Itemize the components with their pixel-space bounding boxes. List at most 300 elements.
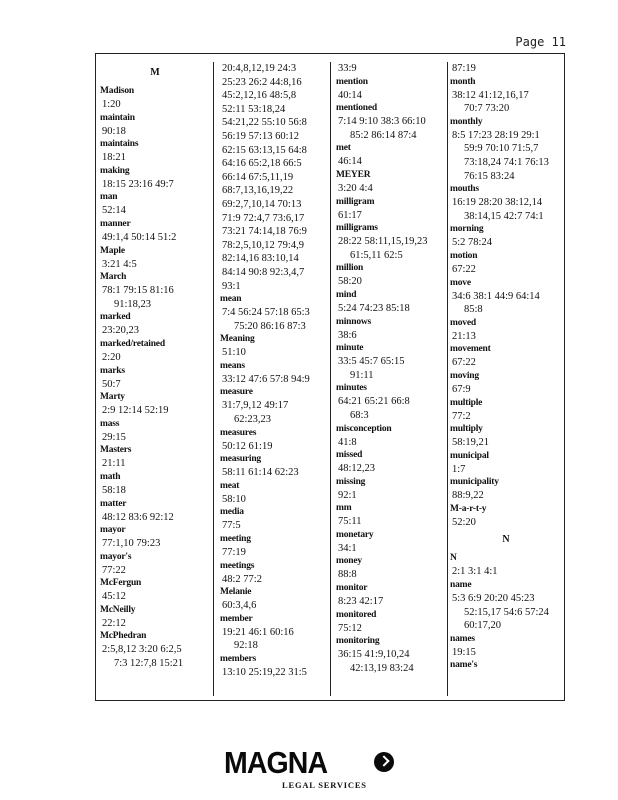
index-term: mouths: [450, 184, 479, 195]
index-entry: [220, 613, 324, 653]
reference-line: 18:15 23:16 49:7: [102, 178, 174, 190]
index-entry: [336, 316, 438, 343]
index-entry: [336, 555, 438, 582]
reference-line: 48:12,23: [338, 463, 376, 475]
reference-line: 5:2 78:24: [452, 237, 492, 249]
reference-line: 70:7 73:20: [464, 103, 510, 115]
reference-line: 31:7,9,12 49:17: [222, 400, 289, 412]
index-term: measure: [220, 387, 253, 398]
reference-line: 85:8: [464, 304, 483, 316]
index-references: [336, 436, 438, 450]
index-entry: [336, 529, 438, 556]
index-references: [450, 592, 562, 633]
reference-line: 52:11 53:18,24: [222, 103, 286, 115]
index-references: [336, 395, 438, 422]
index-references: [220, 546, 324, 560]
reference-line: 73:21 74:14,18 76:9: [222, 226, 307, 238]
index-term: Melanie: [220, 587, 252, 598]
index-references: [100, 484, 210, 498]
index-term: municipality: [450, 477, 499, 488]
reference-line: 21:11: [102, 458, 126, 470]
index-term: means: [220, 360, 245, 371]
index-references: [100, 511, 210, 525]
index-references: [450, 263, 562, 277]
reference-line: 19:21 46:1 60:16: [222, 626, 294, 638]
index-references: [336, 595, 438, 609]
index-term: manner: [100, 218, 131, 229]
index-term: marked/retained: [100, 338, 165, 349]
index-entry: [100, 444, 210, 471]
index-term: mayor's: [100, 551, 132, 562]
index-references: [100, 204, 210, 218]
index-term: M-a-r-t-y: [450, 503, 487, 514]
index-entry: [336, 342, 438, 382]
index-references: [336, 355, 438, 382]
index-entry: [450, 317, 562, 344]
reference-line: 68:3: [350, 409, 369, 421]
index-references: [100, 125, 210, 139]
index-term: mayor: [100, 525, 126, 536]
index-references: [100, 98, 210, 112]
index-entry: [220, 453, 324, 480]
reference-line: 49:1,4 50:14 51:2: [102, 231, 177, 243]
reference-line: 56:19 57:13 60:12: [222, 130, 300, 142]
page-label: Page 11: [515, 35, 566, 49]
reference-line: 8:5 17:23 28:19 29:1: [452, 129, 540, 141]
index-term: milligrams: [336, 223, 378, 234]
index-references: [100, 404, 210, 418]
index-entry: [220, 62, 324, 293]
index-entry: [100, 604, 210, 631]
reference-line: 91:11: [350, 369, 374, 381]
section-letter: N: [502, 534, 510, 546]
index-term: month: [450, 76, 476, 87]
index-entry: [220, 653, 324, 680]
index-references: [220, 62, 324, 293]
index-term: move: [450, 277, 471, 288]
index-term: math: [100, 471, 121, 482]
index-entry: [100, 391, 210, 418]
reference-line: 58:11 61:14 62:23: [222, 467, 299, 479]
index-references: [220, 666, 324, 680]
index-entry: [336, 476, 438, 503]
index-entry: [336, 62, 438, 76]
reference-line: 77:2: [452, 410, 471, 422]
reference-line: 92:18: [234, 640, 258, 652]
index-entry: [336, 449, 438, 476]
index-references: [336, 329, 438, 343]
index-entry: [450, 277, 562, 317]
reference-line: 58:19,21: [452, 437, 490, 449]
index-entry: [100, 498, 210, 525]
index-references: [100, 537, 210, 551]
reference-line: 62:23,23: [234, 414, 272, 426]
reference-line: 5:24 74:23 85:18: [338, 302, 410, 314]
index-references: [450, 410, 562, 424]
index-term: movement: [450, 344, 491, 355]
index-references: [220, 493, 324, 507]
section-letter: M: [150, 67, 160, 78]
index-term: monitored: [336, 609, 377, 620]
index-references: [100, 324, 210, 338]
index-entry: [100, 630, 210, 670]
index-term: maintain: [100, 112, 135, 123]
index-term: meat: [220, 480, 240, 491]
index-term: minute: [336, 343, 364, 354]
index-term: moving: [450, 370, 479, 381]
index-references: [336, 622, 438, 636]
reference-line: 33:12 47:6 57:8 94:9: [222, 373, 310, 385]
index-references: [220, 306, 324, 333]
reference-line: 73:18,24 74:1 76:13: [464, 156, 549, 168]
index-entry: [100, 191, 210, 218]
reference-line: 34:6 38:1 44:9 64:14: [452, 290, 540, 302]
reference-line: 20:4,8,12,19 24:3: [222, 63, 297, 74]
index-references: [450, 463, 562, 477]
index-references: [100, 351, 210, 365]
index-column-2: [220, 62, 324, 696]
index-references: [336, 489, 438, 503]
reference-line: 82:14,16 83:10,14: [222, 253, 299, 265]
reference-line: 64:16 65:2,18 66:5: [222, 158, 302, 170]
index-entry: [100, 85, 210, 112]
reference-line: 77:19: [222, 547, 246, 559]
reference-line: 75:11: [338, 516, 362, 528]
index-entry: [450, 370, 562, 397]
reference-line: 92:1: [338, 489, 357, 501]
index-references: [336, 462, 438, 476]
magna-logo: [224, 746, 396, 794]
index-references: [450, 196, 562, 223]
index-term: mean: [220, 294, 242, 305]
index-entry: [100, 577, 210, 604]
index-references: [220, 440, 324, 454]
reference-line: 48:2 77:2: [222, 573, 262, 585]
reference-line: 77:5: [222, 520, 241, 532]
index-references: [336, 275, 438, 289]
index-references: [336, 89, 438, 103]
index-references: [450, 236, 562, 250]
index-term: money: [336, 556, 362, 567]
index-entry: [450, 76, 562, 116]
reference-line: 93:1: [222, 280, 241, 292]
index-term: met: [336, 143, 351, 154]
index-entry: [336, 262, 438, 289]
reference-line: 2:20: [102, 351, 121, 363]
reference-line: 91:18,23: [114, 298, 152, 310]
index-term: million: [336, 263, 364, 274]
index-references: [100, 617, 210, 631]
logo-subtitle: LEGAL SERVICES: [282, 780, 367, 790]
reference-line: 22:12: [102, 617, 126, 629]
index-term: making: [100, 165, 130, 176]
reference-line: 59:9 70:10 71:5,7: [464, 143, 539, 155]
index-term: March: [100, 272, 127, 283]
reference-line: 69:2,7,10,14 70:13: [222, 198, 302, 210]
index-entry: [336, 289, 438, 316]
reference-line: 19:15: [452, 646, 476, 658]
column-divider: [213, 62, 214, 696]
index-references: [220, 573, 324, 587]
index-term: marks: [100, 365, 125, 376]
index-entry: [336, 222, 438, 262]
index-references: [220, 373, 324, 387]
index-term: morning: [450, 224, 484, 235]
index-references: [450, 290, 562, 317]
reference-line: 78:2,5,10,12 79:4,9: [222, 239, 304, 251]
index-references: [100, 151, 210, 165]
index-entry: [450, 250, 562, 277]
reference-line: 3:21 4:5: [102, 258, 137, 270]
index-references: [100, 643, 210, 670]
index-term: missed: [336, 450, 363, 461]
reference-line: 40:14: [338, 89, 362, 101]
index-term: multiply: [450, 424, 483, 435]
reference-line: 33:5 45:7 65:15: [338, 356, 405, 368]
index-entry: [220, 480, 324, 507]
index-references: [220, 466, 324, 480]
index-term: minnows: [336, 316, 372, 327]
index-references: [450, 62, 562, 76]
index-term: maintains: [100, 139, 139, 150]
index-references: [100, 284, 210, 311]
reference-line: 67:9: [452, 383, 471, 395]
index-references: [100, 564, 210, 578]
index-term: minutes: [336, 383, 367, 394]
index-entry: [450, 659, 562, 672]
index-term: monetary: [336, 529, 374, 540]
reference-line: 2:9 12:14 52:19: [102, 405, 169, 417]
index-references: [100, 378, 210, 392]
reference-line: 1:20: [102, 99, 121, 110]
index-entry: [336, 196, 438, 223]
index-frame: [95, 53, 565, 701]
index-references: [100, 457, 210, 471]
column-divider: [330, 62, 331, 696]
index-entry: [220, 333, 324, 360]
index-entry: [100, 418, 210, 445]
index-term: Maple: [100, 245, 125, 256]
index-entry: [336, 76, 438, 103]
index-term: mm: [336, 503, 352, 514]
index-entry: [450, 423, 562, 450]
reference-line: 50:7: [102, 378, 121, 390]
index-entry: [100, 112, 210, 139]
reference-line: 77:22: [102, 564, 126, 576]
index-references: [336, 515, 438, 529]
index-entry: [100, 165, 210, 192]
index-term: Marty: [100, 392, 125, 403]
index-references: [336, 302, 438, 316]
index-term: Madison: [100, 86, 134, 96]
index-entry: [100, 551, 210, 578]
reference-line: 28:22 58:11,15,19,23: [338, 236, 428, 248]
index-references: [450, 565, 562, 579]
index-term: monitoring: [336, 636, 380, 647]
reference-line: 61:5,11 62:5: [350, 249, 403, 261]
index-references: [336, 182, 438, 196]
index-entry: [220, 427, 324, 454]
index-references: [100, 431, 210, 445]
index-term: Meaning: [220, 334, 255, 345]
reference-line: 62:15 63:13,15 64:8: [222, 144, 307, 156]
index-entry: [336, 382, 438, 422]
index-term: monitor: [336, 583, 368, 594]
index-entry: [220, 293, 324, 333]
index-entry: [100, 271, 210, 311]
index-term: media: [220, 507, 244, 518]
index-term: McNeilly: [100, 604, 136, 615]
reference-line: 58:10: [222, 493, 246, 505]
reference-line: 5:3 6:9 20:20 45:23: [452, 593, 535, 605]
index-term: name's: [450, 660, 478, 671]
reference-line: 52:20: [452, 516, 476, 528]
index-entry: [450, 633, 562, 660]
index-entry: [450, 503, 562, 530]
index-term: meetings: [220, 560, 255, 571]
reference-line: 61:17: [338, 209, 362, 221]
index-references: [450, 330, 562, 344]
reference-line: 25:23 26:2 44:8,16: [222, 76, 302, 88]
index-entry: [336, 142, 438, 169]
reference-line: 85:2 86:14 87:4: [350, 129, 417, 141]
index-entry: [450, 476, 562, 503]
reference-line: 52:14: [102, 205, 126, 217]
index-entry: [100, 218, 210, 245]
reference-line: 38:12 41:12,16,17: [452, 89, 529, 101]
index-references: [220, 599, 324, 613]
index-references: [450, 489, 562, 503]
index-entry: [100, 338, 210, 365]
index-term: measures: [220, 427, 257, 438]
reference-line: 68:7,13,16,19,22: [222, 185, 294, 197]
index-term: motion: [450, 250, 478, 261]
index-references: [100, 590, 210, 604]
index-term: member: [220, 613, 253, 624]
index-term: misconception: [336, 423, 392, 434]
reference-line: 42:13,19 83:24: [350, 662, 414, 674]
reference-line: 3:20 4:4: [338, 182, 373, 194]
index-entry: [100, 365, 210, 392]
index-references: [450, 383, 562, 397]
reference-line: 67:22: [452, 263, 476, 275]
reference-line: 2:1 3:1 4:1: [452, 566, 498, 578]
index-references: [336, 209, 438, 223]
index-entry: [220, 533, 324, 560]
logo-wordmark: MAGNA: [224, 745, 328, 780]
index-term: mind: [336, 289, 357, 300]
index-term: mentioned: [336, 103, 377, 114]
index-entry: [100, 245, 210, 272]
index-entry: [100, 471, 210, 498]
index-entry: [220, 506, 324, 533]
index-entry: [450, 343, 562, 370]
index-references: [336, 568, 438, 582]
index-references: [336, 62, 438, 76]
reference-line: 7:3 12:7,8 15:21: [114, 658, 184, 670]
index-entry: [100, 138, 210, 165]
index-entry: [450, 397, 562, 424]
reference-line: 29:15: [102, 431, 126, 443]
reference-line: 1:7: [452, 463, 466, 475]
index-references: [450, 436, 562, 450]
index-references: [220, 346, 324, 360]
reference-line: 45:12: [102, 591, 126, 603]
index-entry: [450, 183, 562, 223]
reference-line: 38:14,15 42:7 74:1: [464, 210, 544, 222]
index-entry: [450, 450, 562, 477]
reference-line: 16:19 28:20 38:12,14: [452, 197, 543, 209]
index-references: [220, 626, 324, 653]
reference-line: 23:20,23: [102, 325, 140, 337]
index-term: missing: [336, 476, 366, 487]
reference-line: 54:21,22 55:10 56:8: [222, 117, 307, 129]
reference-line: 48:12 83:6 92:12: [102, 511, 174, 523]
index-term: meeting: [220, 534, 251, 545]
index-entry: [336, 582, 438, 609]
index-entry: [336, 502, 438, 529]
index-term: monthly: [450, 116, 483, 127]
reference-line: 45:2,12,16 48:5,8: [222, 90, 297, 102]
index-term: measuring: [220, 454, 261, 465]
reference-line: 46:14: [338, 156, 362, 168]
index-term: McPhedran: [100, 631, 147, 642]
index-references: [450, 129, 562, 183]
index-column-1: [100, 62, 210, 696]
index-references: [450, 89, 562, 116]
index-entry: [450, 223, 562, 250]
reference-line: 2:5,8,12 3:20 6:2,5: [102, 644, 182, 656]
index-column-3: [336, 62, 438, 696]
column-divider: [447, 62, 448, 696]
index-references: [100, 231, 210, 245]
index-references: [336, 155, 438, 169]
reference-line: 60:3,4,6: [222, 600, 257, 612]
reference-line: 33:9: [338, 63, 357, 74]
index-references: [450, 646, 562, 660]
reference-line: 51:10: [222, 347, 246, 359]
index-entry: [220, 386, 324, 426]
index-term: milligram: [336, 196, 375, 207]
reference-line: 36:15 41:9,10,24: [338, 649, 410, 661]
chevron-right-circle-icon: [374, 752, 394, 772]
index-entry: [220, 560, 324, 587]
index-term: name: [450, 580, 472, 591]
index-entry: [100, 311, 210, 338]
reference-line: 75:20 86:16 87:3: [234, 320, 306, 332]
reference-line: 67:22: [452, 357, 476, 369]
index-term: man: [100, 192, 118, 203]
reference-line: 71:9 72:4,7 73:6,17: [222, 212, 305, 224]
index-entry: [450, 552, 562, 579]
index-references: [336, 648, 438, 675]
index-entry: [336, 609, 438, 636]
reference-line: 52:15,17 54:6 57:24: [464, 606, 549, 618]
reference-line: 34:1: [338, 542, 357, 554]
reference-line: 18:21: [102, 152, 126, 164]
reference-line: 41:8: [338, 436, 357, 448]
index-entry: [336, 635, 438, 675]
reference-line: 77:1,10 79:23: [102, 538, 161, 550]
reference-line: 50:12 61:19: [222, 440, 273, 452]
index-term: McFergun: [100, 578, 142, 589]
reference-line: 13:10 25:19,22 31:5: [222, 667, 307, 678]
index-references: [336, 542, 438, 556]
index-references: [100, 258, 210, 272]
index-entry: [220, 360, 324, 387]
index-references: [336, 235, 438, 262]
index-entry: [336, 423, 438, 450]
